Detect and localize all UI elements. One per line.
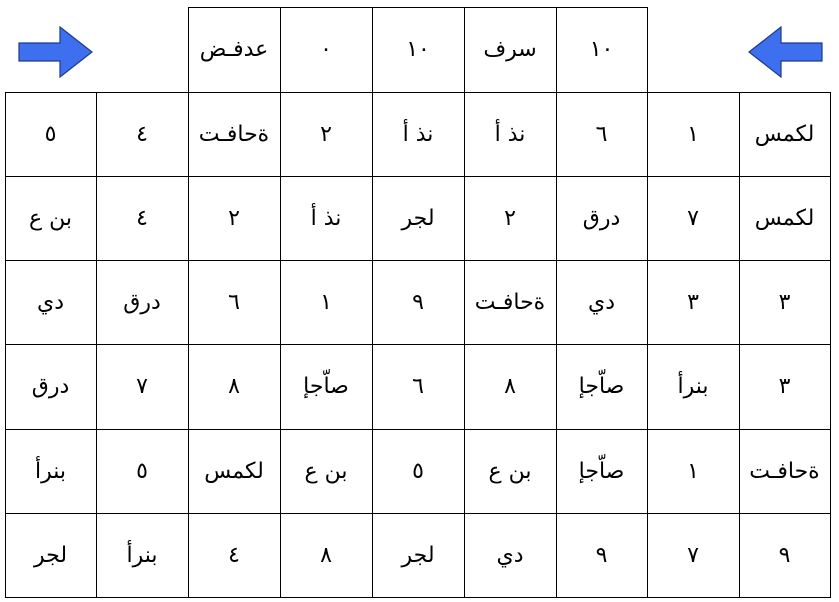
grid-cell[interactable]: ٥ <box>412 458 424 484</box>
header-cell: ٠ <box>320 37 332 62</box>
grid-cell[interactable]: ٧ <box>136 374 148 399</box>
grid-cell[interactable]: ٨ <box>228 374 240 399</box>
grid-cell[interactable]: صاّجإ <box>578 374 625 399</box>
grid-cell[interactable]: ١ <box>687 121 699 147</box>
grid-cell[interactable]: ٨ <box>504 374 516 399</box>
header-cell: ١٠ <box>406 37 430 62</box>
grid-line-vertical <box>280 7 281 93</box>
grid-cell[interactable]: ٤ <box>136 205 148 231</box>
grid-cell[interactable]: ٩ <box>595 542 608 568</box>
arrow-right-icon[interactable] <box>18 26 94 78</box>
grid-cell[interactable]: ٦ <box>228 289 240 315</box>
grid-line-vertical <box>647 92 648 598</box>
grid-cell[interactable]: ٧ <box>687 542 699 568</box>
grid-cell[interactable]: ٧ <box>687 205 699 231</box>
grid-line-horizontal <box>5 92 831 93</box>
grid-cell[interactable]: ١ <box>320 289 332 315</box>
grid-line-vertical <box>556 7 557 93</box>
grid-cell[interactable]: ٢ <box>320 121 332 147</box>
grid-cell[interactable]: ٩ <box>412 289 424 315</box>
grid-cell[interactable]: درق <box>31 374 70 399</box>
grid-line-horizontal <box>188 7 648 8</box>
grid-cell[interactable]: ٩ <box>778 542 791 568</box>
grid-cell[interactable]: ٤ <box>228 542 240 568</box>
grid-cell[interactable]: صاّجإ <box>303 374 349 399</box>
grid-cell[interactable]: ةحافـت <box>198 121 270 147</box>
header-cell: ١٠ <box>589 37 614 62</box>
grid-cell[interactable]: ٣ <box>778 374 791 399</box>
grid-cell[interactable]: صاّجإ <box>578 458 625 484</box>
grid-line-vertical <box>372 7 373 93</box>
grid-line-horizontal <box>5 344 831 345</box>
grid-line-horizontal <box>5 513 831 514</box>
grid-cell[interactable]: نذ أ <box>310 205 342 231</box>
grid-cell[interactable]: لكمس <box>754 121 815 147</box>
grid-line-vertical <box>372 92 373 598</box>
grid-cell[interactable]: ٦ <box>595 121 608 147</box>
grid-cell[interactable]: ٦ <box>412 374 424 399</box>
grid-line-vertical <box>280 92 281 598</box>
grid-cell[interactable]: بنرأ <box>35 458 67 484</box>
grid-cell[interactable]: بن ع <box>304 458 348 484</box>
grid-cell[interactable]: ٨ <box>320 542 332 568</box>
grid-cell[interactable]: دي <box>36 289 65 315</box>
grid-line-vertical <box>556 92 557 598</box>
grid-line-horizontal <box>5 260 831 261</box>
grid-cell[interactable]: لجر <box>33 542 68 568</box>
grid-cell[interactable]: ٢ <box>504 205 516 231</box>
grid-cell[interactable]: ٥ <box>136 458 148 484</box>
grid-cell[interactable]: بن ع <box>488 458 532 484</box>
grid-line-vertical <box>188 7 189 93</box>
grid-cell[interactable]: دي <box>496 542 524 568</box>
grid-cell[interactable]: ةحافـت <box>749 458 820 484</box>
grid-line-vertical <box>5 92 6 598</box>
grid-cell[interactable]: ٣ <box>687 289 699 315</box>
grid-cell[interactable]: درق <box>582 205 621 231</box>
header-cell: عدفـض <box>199 37 269 62</box>
grid-line-horizontal <box>5 597 831 598</box>
grid-cell[interactable]: لجر <box>401 205 435 231</box>
grid-cell[interactable]: نذ أ <box>402 121 434 147</box>
grid-line-horizontal <box>5 176 831 177</box>
grid-cell[interactable]: لكمس <box>204 458 264 484</box>
grid-cell[interactable]: لجر <box>401 542 435 568</box>
grid-cell[interactable]: بنرأ <box>126 542 158 568</box>
header-cell: سرف <box>483 37 537 62</box>
grid-cell[interactable]: بنرأ <box>677 374 709 399</box>
grid-line-vertical <box>830 92 831 598</box>
grid-line-vertical <box>464 7 465 93</box>
grid-cell[interactable]: لكمس <box>754 205 815 231</box>
grid-cell[interactable]: ٥ <box>44 121 57 147</box>
arrow-left-icon[interactable] <box>748 26 824 78</box>
grid-cell[interactable]: ١ <box>687 458 699 484</box>
grid-line-horizontal <box>5 429 831 430</box>
grid-cell[interactable]: بن ع <box>29 205 72 231</box>
grid-cell[interactable]: ٣ <box>778 289 791 315</box>
grid-line-vertical <box>96 92 97 598</box>
grid-line-vertical <box>739 92 740 598</box>
grid-cell[interactable]: درق <box>123 289 161 315</box>
grid-cell[interactable]: دي <box>587 289 616 315</box>
grid-cell[interactable]: نذ أ <box>494 121 526 147</box>
grid-line-vertical <box>647 7 648 93</box>
grid-cell[interactable]: ٤ <box>136 121 148 147</box>
grid-line-vertical <box>188 92 189 598</box>
grid-cell[interactable]: ٢ <box>228 205 240 231</box>
grid-line-vertical <box>464 92 465 598</box>
grid-cell[interactable]: ةحافـت <box>474 289 546 315</box>
